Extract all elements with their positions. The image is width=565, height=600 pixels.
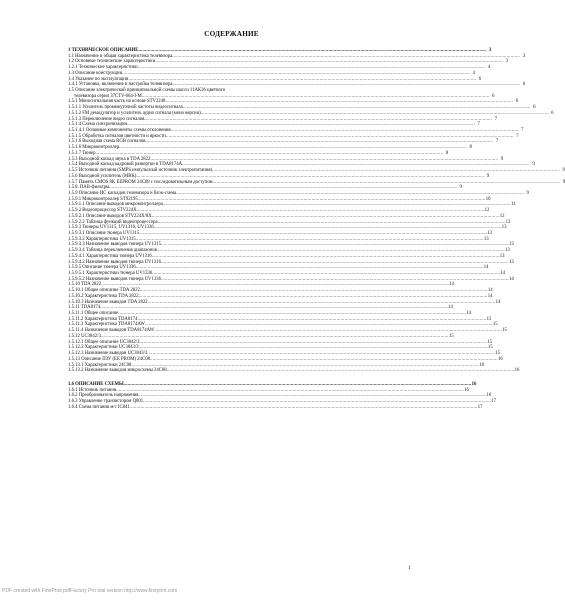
toc-entry-label: телевизора серии 37CTV-664-I-M	[74, 93, 142, 99]
toc-entry-label: 1.5.11.2 Характеристика TDA8174:	[68, 316, 139, 322]
toc-entry-label: 1.5.1.7 Тюнер	[68, 150, 96, 156]
toc-entry-page: 17	[477, 404, 483, 410]
toc-entry-label: 1.6.3 Управление транзистором Q801	[68, 399, 144, 405]
toc-entry-page: 7	[477, 122, 480, 128]
toc-entry-label: 1.5.12.2 Характеристики UC3843/3:	[68, 345, 140, 351]
toc-leader-dots	[130, 405, 478, 411]
toc-entry-label: 1.2.1 Технические характеристики	[68, 65, 138, 71]
toc-entry	[68, 368, 520, 374]
toc-entry-page: 10	[485, 196, 491, 202]
toc-entry-page: 13	[487, 230, 493, 236]
toc-entry-page: 3	[522, 53, 525, 59]
toc-entry-label: 1.5.10 TDA 2822	[68, 282, 102, 288]
toc-entry-label: 1.5.13.1 Характеристики 24C08	[68, 362, 132, 368]
toc-entry-label: 1.3 Описание конструкции	[68, 70, 123, 76]
toc-entry-page: 12	[499, 213, 505, 219]
toc-entry-page: 6	[522, 82, 526, 88]
toc-entry-page: 15	[448, 333, 454, 339]
toc-entry-page: 14	[495, 299, 501, 305]
toc-entry-page: 15	[486, 316, 492, 322]
toc-entry	[68, 404, 483, 411]
toc-entry-page: 6	[533, 105, 536, 111]
toc-entry-page: 3	[505, 59, 508, 65]
toc-entry-label: 1.5.11.3 Характеристика TDA8174AW	[68, 322, 145, 328]
toc-entry-page: 13	[501, 225, 507, 231]
toc-entry-label: 1.5.1.5 Обработка сигналов цветности и яркости	[68, 133, 166, 139]
toc-entry-page: 9	[526, 190, 529, 196]
toc-entry-label: 1.5.9.3.2 Характеристика UV1315	[68, 236, 136, 242]
toc-entry-page: 15	[492, 322, 498, 328]
toc-leader-dots	[167, 368, 515, 374]
toc-entry-label: 1.5.1.1 Усилитель промежуточной частоты видеосигнала	[68, 105, 183, 111]
toc-entry-page: 14	[448, 305, 453, 311]
toc-entry-page: 15	[502, 328, 507, 334]
toc-entry-page: 15	[487, 345, 493, 351]
toc-entry-page: 13	[499, 253, 505, 259]
toc-entry-page: 14	[487, 293, 493, 299]
toc-entry-page: 7	[516, 133, 519, 139]
toc-entry-label: 1.5.9.5.2 Назначение выводов тюнера UV1336	[68, 276, 161, 282]
toc-entry-label: 1.5.11.4 Назначение выводов TDA8174AW	[68, 328, 155, 334]
toc-entry-page: 16	[497, 356, 503, 362]
toc-entry-label: 1.5.9.3 Тюнеры UV1315, UV1316, UV1336	[68, 225, 154, 231]
toc-entry-label: 1.5.1.4 Схема синхронизации	[68, 122, 128, 128]
toc-entry-page: 8	[445, 150, 449, 156]
toc-entry-label: 1.5.1 Моносигнальная часть на основе STV2248	[68, 99, 166, 105]
toc-entry-label: 1.5.13 Описание ПЗУ (EE PROM) 24C08	[68, 356, 150, 362]
toc-entry-label: 1.5.12 UC3842/3	[68, 333, 101, 339]
toc-entry-page: 14	[487, 288, 493, 294]
toc-entry-label: 1.5.12.1 Общее описание UC3842/3	[68, 339, 140, 345]
toc-entry-page: 15	[495, 351, 501, 357]
toc-entry-label: 1.5.9.1.1 Описание выводов микроконтроллера	[68, 202, 163, 208]
toc-entry-label: 1.5.9.3.1 Описание тюнера UV1315	[68, 230, 140, 236]
toc-entry-page: 14	[500, 271, 505, 277]
page-title: СОДЕРЖАНИЕ	[204, 30, 259, 38]
toc-entry-page: 6	[478, 76, 482, 82]
toc-entry-page: 16	[514, 368, 520, 374]
toc-entry-page: 14	[449, 282, 454, 288]
toc-entry-label: 1.5.10.1 Общее описание TDA 2822	[68, 288, 140, 294]
toc-entry-label: 1.5.7 Память CMOS 8K EEPROM 24C08 с последовательным доступом	[68, 179, 213, 185]
toc-entry-page: 16	[464, 387, 469, 393]
toc-entry-label: 1.5.9.2.1 Описание выводов STV224X/8X	[68, 213, 152, 219]
toc-entry-page: 13	[508, 259, 514, 265]
toc-entry-page: 13	[508, 242, 514, 248]
toc-entry-label: 1.4.1 Установка, включение и настройка телевизора	[68, 82, 173, 88]
toc-entry-label: 1.5.9.3.3 Назначение выводов тюнера UV1315	[68, 242, 161, 248]
toc-entry-label: 1.5.9.5.1 Характеристики тюнера UV1336	[68, 271, 153, 277]
toc-entry-page: 13	[505, 219, 511, 225]
toc-entry-label: 1.5.5 Источник питания (SMPS импульсный источник электропитания)	[68, 168, 213, 174]
toc-entry-label: 1.5.11.1 Общее описание	[68, 311, 119, 317]
toc-entry-page: 7	[494, 116, 498, 122]
toc-entry-label: 1.1 Назначение и общая характеристика телевизора	[68, 53, 173, 59]
toc-entry-label: 1.5.10.2 Характеристика TDA 2822:	[68, 293, 140, 299]
toc-entry-label: 1.5.1.2 FM демодулятор и усилитель аудио сигнала (моно версии)	[68, 110, 201, 116]
toc-entry-page: 6	[492, 93, 495, 99]
toc-entry-page: 6	[551, 110, 554, 116]
toc-entry-page: 11	[511, 202, 516, 208]
toc-entry-page: 3	[488, 47, 492, 53]
toc-entry-page: 9	[486, 173, 490, 179]
toc-entry-page: 14	[466, 311, 472, 317]
toc-entry-page: 4	[487, 65, 491, 71]
toc-entry-label: 1.5.8. ПАВ-фильтры	[68, 185, 110, 191]
toc-entry-page: 12	[484, 208, 490, 214]
toc-entry-page: 9	[500, 156, 504, 162]
toc-entry-label: 1.5.3 Выходной каскад звука в TDA 2822	[68, 156, 151, 162]
toc-entry-page: 17	[491, 399, 496, 405]
toc-entry-label: 1.5.1.4.1 Основные компоненты схемы отклонения	[68, 128, 171, 134]
toc-entry-label: 1.5 Описание электрической принципиальной схемы шасси 11АК36 цветного	[68, 88, 226, 94]
toc-entry-label: 1.5.9.3.4 Таблица переключения диапазонов	[68, 248, 157, 254]
page-number: 1	[408, 566, 411, 571]
pdf-footer: PDF created with FinePrint pdfFactory Pro trial version http://www.fineprint.com	[2, 588, 178, 594]
toc-entry-page: 16	[486, 393, 492, 399]
toc-entry-page: 9	[562, 168, 565, 174]
toc-entry-label: 1.5.9.4.2 Назначение выводов тюнера UV1316	[68, 259, 161, 265]
toc-entry-page: 7	[521, 128, 524, 134]
toc-entry-label: 1.5.4 Выходной каскад кадровой развертки в TDA8174A	[68, 162, 182, 168]
toc-entry-label: 1.5.9.2.2 Таблица функций видеопроцессора	[68, 219, 158, 225]
toc-entry-label: 1.2 Основные технические характеристики	[68, 59, 156, 65]
toc-entry-page: 14	[508, 276, 514, 282]
toc-entry-page: 9	[532, 162, 535, 168]
toc-entry-page: 9	[562, 179, 565, 185]
toc-entry-label: 1.5.9.2 Видеопроцессор STV224X	[68, 208, 137, 214]
toc-entry-label: 1.5.13.2 Назначение выводов микросхемы 24C08	[68, 368, 167, 374]
toc-entry-label: 1.6.4 Схема питания м/с IC841	[68, 404, 130, 410]
toc-entry-page: 14	[483, 265, 489, 271]
toc-entry-page: 8	[469, 145, 472, 151]
toc-entry-label: 1.5.1.6 Микроконтроллер	[68, 145, 120, 151]
toc-entry-page: 4	[472, 70, 475, 76]
toc-entry-label: 1.6 ОПИСАНИЕ СХЕМЫ	[68, 381, 124, 387]
toc-entry-label: 1.5.9.4.1 Характеристика тюнера UV1316	[68, 253, 152, 259]
toc-entry-label: 1.5.12.3 Назначение выводов UC3843/3	[68, 351, 148, 357]
toc-entry-page: 6	[515, 99, 519, 105]
toc-entry-label: 1.5.9 Описание ИС каскадов телевизора и блок-схема	[68, 190, 177, 196]
toc-entry-page: 15	[487, 339, 493, 345]
toc-entry-page: 7	[495, 139, 499, 145]
toc-entry-label: 1.5.1.3 Переключение видео сигналов	[68, 116, 145, 122]
toc-entry-label: 1.5.1.6 Выходная схема RGB сигналов	[68, 139, 146, 145]
toc-entry-page: 16	[479, 362, 485, 368]
toc-entry-label: 1 ТЕХНИЧЕСКОЕ ОПИСАНИЕ	[68, 47, 139, 53]
toc-entry-label: 1.6.1 Источник питания	[68, 387, 117, 393]
toc-entry-page: 13	[504, 248, 510, 254]
toc-entry-label: 1.5.11 TDA8174	[68, 305, 101, 311]
toc-entry-label: 1.5.6 Выходной усилитель (MBK)	[68, 173, 137, 179]
toc-entry-page: 13	[483, 236, 489, 242]
toc-entry-page: 9	[459, 185, 462, 191]
toc-entry-label: 1.5.9.5 Описание тюнера UV1336	[68, 265, 136, 271]
toc-entry-label: 1.5.9.1 Микроконтроллер ST92195	[68, 196, 138, 202]
table-of-contents	[68, 47, 565, 411]
toc-entry-label: 1.5.10.3 Назначение выводов TDA 2822	[68, 299, 148, 305]
toc-entry-page: 16	[471, 381, 477, 387]
toc-entry-label: 1.4 Указание по эксплуатации	[68, 76, 129, 82]
toc-entry-label: 1.6.2 Преобразователь напряжения	[68, 393, 139, 399]
